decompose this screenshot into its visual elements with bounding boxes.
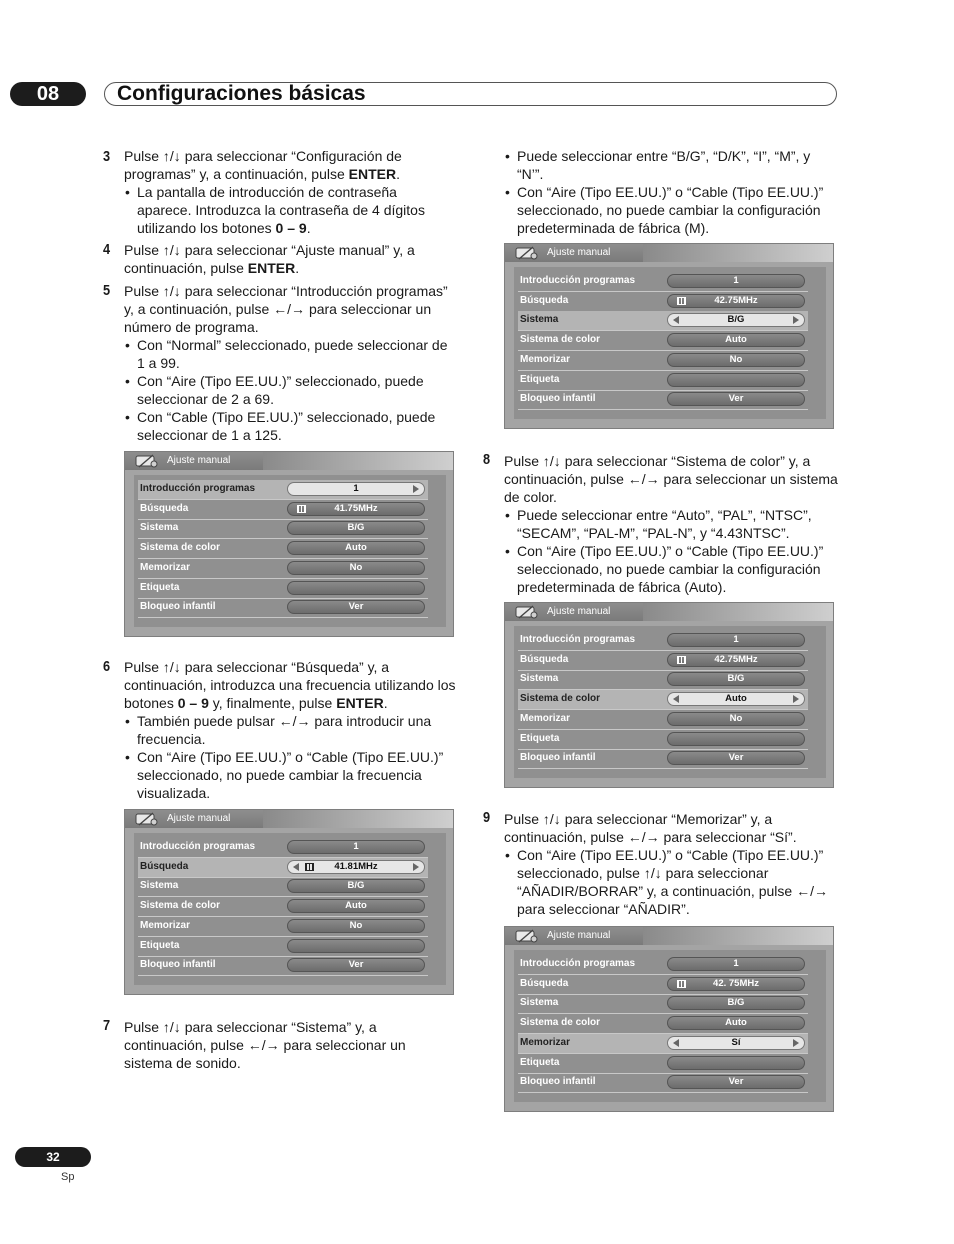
menu-header: [125, 810, 453, 828]
step-bullet: • También puede pulsar ←/→ para introducir una frecuencia.: [124, 712, 458, 748]
menu-value[interactable]: [287, 860, 425, 874]
step-text: Pulse ↑/↓ para seleccionar “Memorizar” y, a continuación, pulse ←/→ para seleccionar “Sí”.: [504, 811, 797, 845]
step-text: Pulse ↑/↓ para seleccionar “Sistema de color” y, a continuación, pulse ←/→ para seleccionar un sistema de color.: [504, 453, 838, 505]
menu-value-text: 1: [353, 483, 359, 494]
menu-label: Memorizar: [140, 561, 191, 573]
menu-value[interactable]: [667, 353, 805, 367]
step-8: [504, 452, 840, 596]
menu-row[interactable]: [138, 598, 428, 618]
menu-title: Ajuste manual: [547, 606, 611, 617]
menu-label: Memorizar: [520, 712, 571, 724]
arrow-left-icon[interactable]: [673, 1039, 679, 1047]
menu-row[interactable]: [138, 539, 428, 559]
menu-label: Búsqueda: [520, 653, 569, 665]
menu-value-text: B/G: [727, 673, 745, 685]
menu-screen: [504, 602, 834, 788]
menu-label: Bloqueo infantil: [520, 393, 596, 405]
menu-value-text: Auto: [725, 334, 747, 346]
menu-label: Sistema de color: [520, 334, 601, 346]
arrow-right-icon[interactable]: [793, 316, 799, 324]
step-3: [124, 147, 454, 237]
menu-row[interactable]: [518, 631, 808, 651]
menu-row[interactable]: [138, 956, 428, 976]
menu-value[interactable]: [287, 600, 425, 614]
step-bullet: • Con “Aire (Tipo EE.UU.)” o “Cable (Tipo EE.UU.)” seleccionado, no puede cambiar la configuración predeterminada de fábrica (M).: [504, 183, 840, 237]
menu-label: Sistema de color: [520, 1017, 601, 1029]
menu-value[interactable]: [287, 581, 425, 595]
menu-row[interactable]: [138, 500, 428, 520]
menu-value[interactable]: [287, 541, 425, 555]
arrow-left-icon[interactable]: [673, 316, 679, 324]
menu-label: Introducción programas: [140, 483, 256, 494]
arrow-right-icon[interactable]: [793, 1039, 799, 1047]
menu-value[interactable]: [667, 1056, 805, 1070]
menu-value-text: No: [349, 919, 363, 931]
menu-label: Sistema: [520, 997, 559, 1009]
menu-value-text: 1: [733, 275, 739, 286]
menu-value[interactable]: [667, 653, 805, 667]
chapter-number: 08: [10, 82, 86, 106]
menu-row[interactable]: [138, 897, 428, 917]
menu-row[interactable]: [518, 351, 808, 371]
menu-label: Introducción programas: [520, 958, 636, 969]
menu-label: Bloqueo infantil: [520, 1076, 596, 1088]
menu-value[interactable]: [667, 274, 805, 288]
arrow-right-icon[interactable]: [793, 695, 799, 703]
remote-icon: [513, 928, 539, 944]
menu-value-text: Ver: [348, 601, 364, 613]
menu-body: [514, 626, 826, 778]
step-number: 9: [483, 809, 491, 826]
remote-icon: [133, 453, 159, 469]
page-number: 32: [15, 1147, 91, 1167]
menu-row[interactable]: [518, 730, 808, 750]
menu-value-text: 42.75MHz: [714, 294, 758, 306]
signal-bar-icon: [677, 297, 686, 305]
step-text: Pulse ↑/↓ para seleccionar “Configuración de programas” y, a continuación, pulse ENTER.: [124, 148, 402, 182]
menu-label: Sistema de color: [140, 542, 221, 554]
menu-value-text: 41.81MHz: [334, 860, 378, 872]
menu-row[interactable]: [138, 480, 428, 500]
step-text: Pulse ↑/↓ para seleccionar “Búsqueda” y, a continuación, introduzca una frecuencia utilizando los botones 0 – 9 y, finalmente, pulse ENTER.: [124, 659, 456, 711]
step-7-notes: [504, 147, 840, 237]
step-bullet: • Puede seleccionar entre “Auto”, “PAL”, “NTSC”, “SECAM”, “PAL-M”, “PAL-N”, y “4.43NTSC”.: [504, 506, 840, 542]
menu-value[interactable]: [667, 751, 805, 765]
menu-label: Sistema de color: [140, 900, 221, 912]
menu-value-text: No: [729, 353, 743, 365]
step-6: [124, 658, 458, 802]
menu-title: Ajuste manual: [547, 247, 611, 258]
step-number: 3: [103, 148, 111, 165]
step-number: 6: [103, 658, 111, 675]
menu-value[interactable]: [667, 294, 805, 308]
menu-row[interactable]: [138, 858, 428, 878]
signal-bar-icon: [297, 505, 306, 513]
menu-value[interactable]: [667, 313, 805, 327]
menu-row[interactable]: [138, 579, 428, 599]
menu-value[interactable]: [667, 672, 805, 686]
menu-header: [505, 244, 833, 262]
signal-bar-icon: [677, 980, 686, 988]
menu-label: Memorizar: [140, 919, 191, 931]
menu-value[interactable]: [287, 919, 425, 933]
menu-value-text: 42.75MHz: [714, 653, 758, 665]
menu-row[interactable]: [518, 975, 808, 995]
arrow-left-icon[interactable]: [673, 695, 679, 703]
menu-label: Introducción programas: [520, 275, 636, 286]
language-code: Sp: [61, 1171, 75, 1183]
menu-value[interactable]: [287, 502, 425, 516]
menu-label: Sistema: [140, 880, 179, 892]
menu-label: Búsqueda: [140, 860, 189, 872]
menu-label: Sistema: [520, 314, 559, 326]
menu-body: [134, 833, 446, 985]
menu-row[interactable]: [518, 670, 808, 690]
menu-screen: [504, 243, 834, 429]
menu-value-text: Auto: [725, 693, 747, 705]
signal-bar-icon: [677, 656, 686, 664]
step-text: Pulse ↑/↓ para seleccionar “Introducción programas” y, a continuación, pulse ←/→ para seleccionar un número de programa.: [124, 283, 448, 335]
step-bullet: • Con “Aire (Tipo EE.UU.)” seleccionado, puede seleccionar de 2 a 69.: [124, 372, 454, 408]
step-7: [124, 1018, 454, 1072]
menu-label: Búsqueda: [520, 294, 569, 306]
menu-value[interactable]: [667, 1016, 805, 1030]
menu-row[interactable]: [138, 877, 428, 897]
arrow-right-icon[interactable]: [413, 863, 419, 871]
menu-body: [134, 475, 446, 627]
menu-value[interactable]: [667, 957, 805, 971]
menu-body: [514, 950, 826, 1102]
menu-row[interactable]: [518, 1034, 808, 1054]
menu-value[interactable]: [287, 482, 425, 496]
menu-value-text: B/G: [347, 880, 365, 892]
menu-label: Introducción programas: [520, 634, 636, 645]
menu-value[interactable]: [667, 333, 805, 347]
menu-row[interactable]: [518, 955, 808, 975]
step-bullet: • Con “Aire (Tipo EE.UU.)” o “Cable (Tipo EE.UU.)” seleccionado, no puede cambiar la configuración predeterminada de fábrica (Auto).: [504, 542, 840, 596]
menu-label: Memorizar: [520, 1036, 571, 1048]
menu-value-text: B/G: [727, 997, 745, 1009]
menu-row[interactable]: [518, 710, 808, 730]
menu-value[interactable]: [667, 996, 805, 1010]
menu-value-text: 41.75MHz: [334, 502, 378, 514]
menu-value[interactable]: [667, 712, 805, 726]
menu-value-text: B/G: [727, 314, 745, 326]
step-bullet: • Con “Aire (Tipo EE.UU.)” o “Cable (Tipo EE.UU.)” seleccionado, no puede cambiar la frecuencia visualizada.: [124, 748, 458, 802]
menu-value-text: 1: [733, 958, 739, 969]
menu-row[interactable]: [518, 1014, 808, 1034]
menu-value-text: No: [729, 712, 743, 724]
menu-value[interactable]: [287, 899, 425, 913]
step-bullet: • Puede seleccionar entre “B/G”, “D/K”, “I”, “M”, y “N’”.: [504, 147, 840, 183]
menu-row[interactable]: [518, 1054, 808, 1074]
menu-label: Sistema: [140, 522, 179, 534]
arrow-left-icon[interactable]: [293, 863, 299, 871]
menu-row[interactable]: [518, 390, 808, 410]
menu-value-text: 42. 75MHz: [713, 977, 759, 989]
step-bullet: • La pantalla de introducción de contraseña aparece. Introduzca la contraseña de 4 dígitos utilizando los botones 0 – 9.: [124, 183, 454, 237]
menu-value[interactable]: [287, 939, 425, 953]
menu-row[interactable]: [518, 749, 808, 769]
menu-value-text: Ver: [728, 1076, 744, 1088]
step-9: [504, 810, 840, 918]
menu-value-text: Auto: [345, 900, 367, 912]
menu-value[interactable]: [287, 561, 425, 575]
menu-row[interactable]: [518, 272, 808, 292]
menu-label: Etiqueta: [140, 581, 180, 593]
menu-row[interactable]: [518, 371, 808, 391]
remote-icon: [133, 811, 159, 827]
remote-icon: [513, 245, 539, 261]
step-text: Pulse ↑/↓ para seleccionar “Sistema” y, a continuación, pulse ←/→ para seleccionar un sistema de sonido.: [124, 1019, 406, 1071]
menu-screen: [504, 926, 834, 1112]
menu-value[interactable]: [667, 633, 805, 647]
menu-row[interactable]: [518, 331, 808, 351]
menu-value-text: Ver: [728, 752, 744, 764]
menu-body: [514, 267, 826, 419]
step-bullet: • Con “Cable (Tipo EE.UU.)” seleccionado, puede seleccionar de 1 a 125.: [124, 408, 454, 444]
menu-screen: [124, 451, 454, 637]
menu-label: Etiqueta: [520, 373, 560, 385]
menu-value[interactable]: [287, 958, 425, 972]
menu-label: Bloqueo infantil: [140, 601, 216, 613]
step-5: [124, 282, 454, 444]
step-bullet: • Con “Normal” seleccionado, puede seleccionar de 1 a 99.: [124, 336, 454, 372]
menu-label: Introducción programas: [140, 841, 256, 852]
menu-value[interactable]: [667, 373, 805, 387]
menu-title: Ajuste manual: [547, 930, 611, 941]
arrow-right-icon[interactable]: [413, 485, 419, 493]
menu-label: Etiqueta: [140, 939, 180, 951]
menu-value-text: 1: [733, 634, 739, 645]
menu-row[interactable]: [518, 651, 808, 671]
menu-screen: [124, 809, 454, 995]
menu-value[interactable]: [287, 521, 425, 535]
menu-row[interactable]: [138, 917, 428, 937]
step-text: Pulse ↑/↓ para seleccionar “Ajuste manual” y, a continuación, pulse ENTER.: [124, 242, 415, 276]
menu-row[interactable]: [138, 559, 428, 579]
menu-header: [505, 603, 833, 621]
menu-value[interactable]: [667, 1036, 805, 1050]
menu-title: Ajuste manual: [167, 813, 231, 824]
step-4: [124, 241, 454, 277]
menu-row[interactable]: [518, 994, 808, 1014]
signal-bar-icon: [305, 863, 314, 871]
menu-value-text: Auto: [725, 1017, 747, 1029]
remote-icon: [513, 604, 539, 620]
menu-row[interactable]: [138, 937, 428, 957]
chapter-title: Configuraciones básicas: [117, 82, 366, 105]
menu-header: [505, 927, 833, 945]
menu-title: Ajuste manual: [167, 455, 231, 466]
menu-row[interactable]: [518, 690, 808, 710]
menu-value-text: No: [349, 561, 363, 573]
chapter-title-bar: [104, 82, 837, 106]
step-number: 7: [103, 1017, 111, 1034]
step-number: 5: [103, 282, 111, 299]
menu-label: Etiqueta: [520, 732, 560, 744]
menu-row[interactable]: [518, 311, 808, 331]
menu-label: Memorizar: [520, 353, 571, 365]
menu-value-text: Ver: [348, 959, 364, 971]
step-number: 8: [483, 451, 491, 468]
menu-label: Sistema: [520, 673, 559, 685]
menu-row[interactable]: [138, 838, 428, 858]
menu-label: Bloqueo infantil: [520, 752, 596, 764]
menu-row[interactable]: [138, 519, 428, 539]
menu-row[interactable]: [518, 292, 808, 312]
menu-label: Búsqueda: [520, 977, 569, 989]
menu-row[interactable]: [518, 1073, 808, 1093]
menu-value[interactable]: [287, 879, 425, 893]
menu-value-text: Sí: [731, 1036, 741, 1048]
menu-label: Etiqueta: [520, 1056, 560, 1068]
menu-value-text: Ver: [728, 393, 744, 405]
menu-value[interactable]: [667, 692, 805, 706]
step-number: 4: [103, 241, 111, 258]
menu-label: Búsqueda: [140, 502, 189, 514]
menu-value-text: B/G: [347, 522, 365, 534]
menu-value[interactable]: [667, 1075, 805, 1089]
menu-value[interactable]: [667, 732, 805, 746]
menu-value-text: Auto: [345, 542, 367, 554]
step-bullet: • Con “Aire (Tipo EE.UU.)” o “Cable (Tipo EE.UU.)” seleccionado, pulse ↑/↓ para seleccionar “AÑADIR/BORRAR” y, a continuación, pulse ←/→ para seleccionar “AÑADIR”.: [504, 846, 840, 918]
menu-label: Sistema de color: [520, 693, 601, 705]
menu-value[interactable]: [287, 840, 425, 854]
menu-label: Bloqueo infantil: [140, 959, 216, 971]
menu-value[interactable]: [667, 392, 805, 406]
menu-value-text: 1: [353, 841, 359, 852]
menu-header: [125, 452, 453, 470]
menu-value[interactable]: [667, 977, 805, 991]
